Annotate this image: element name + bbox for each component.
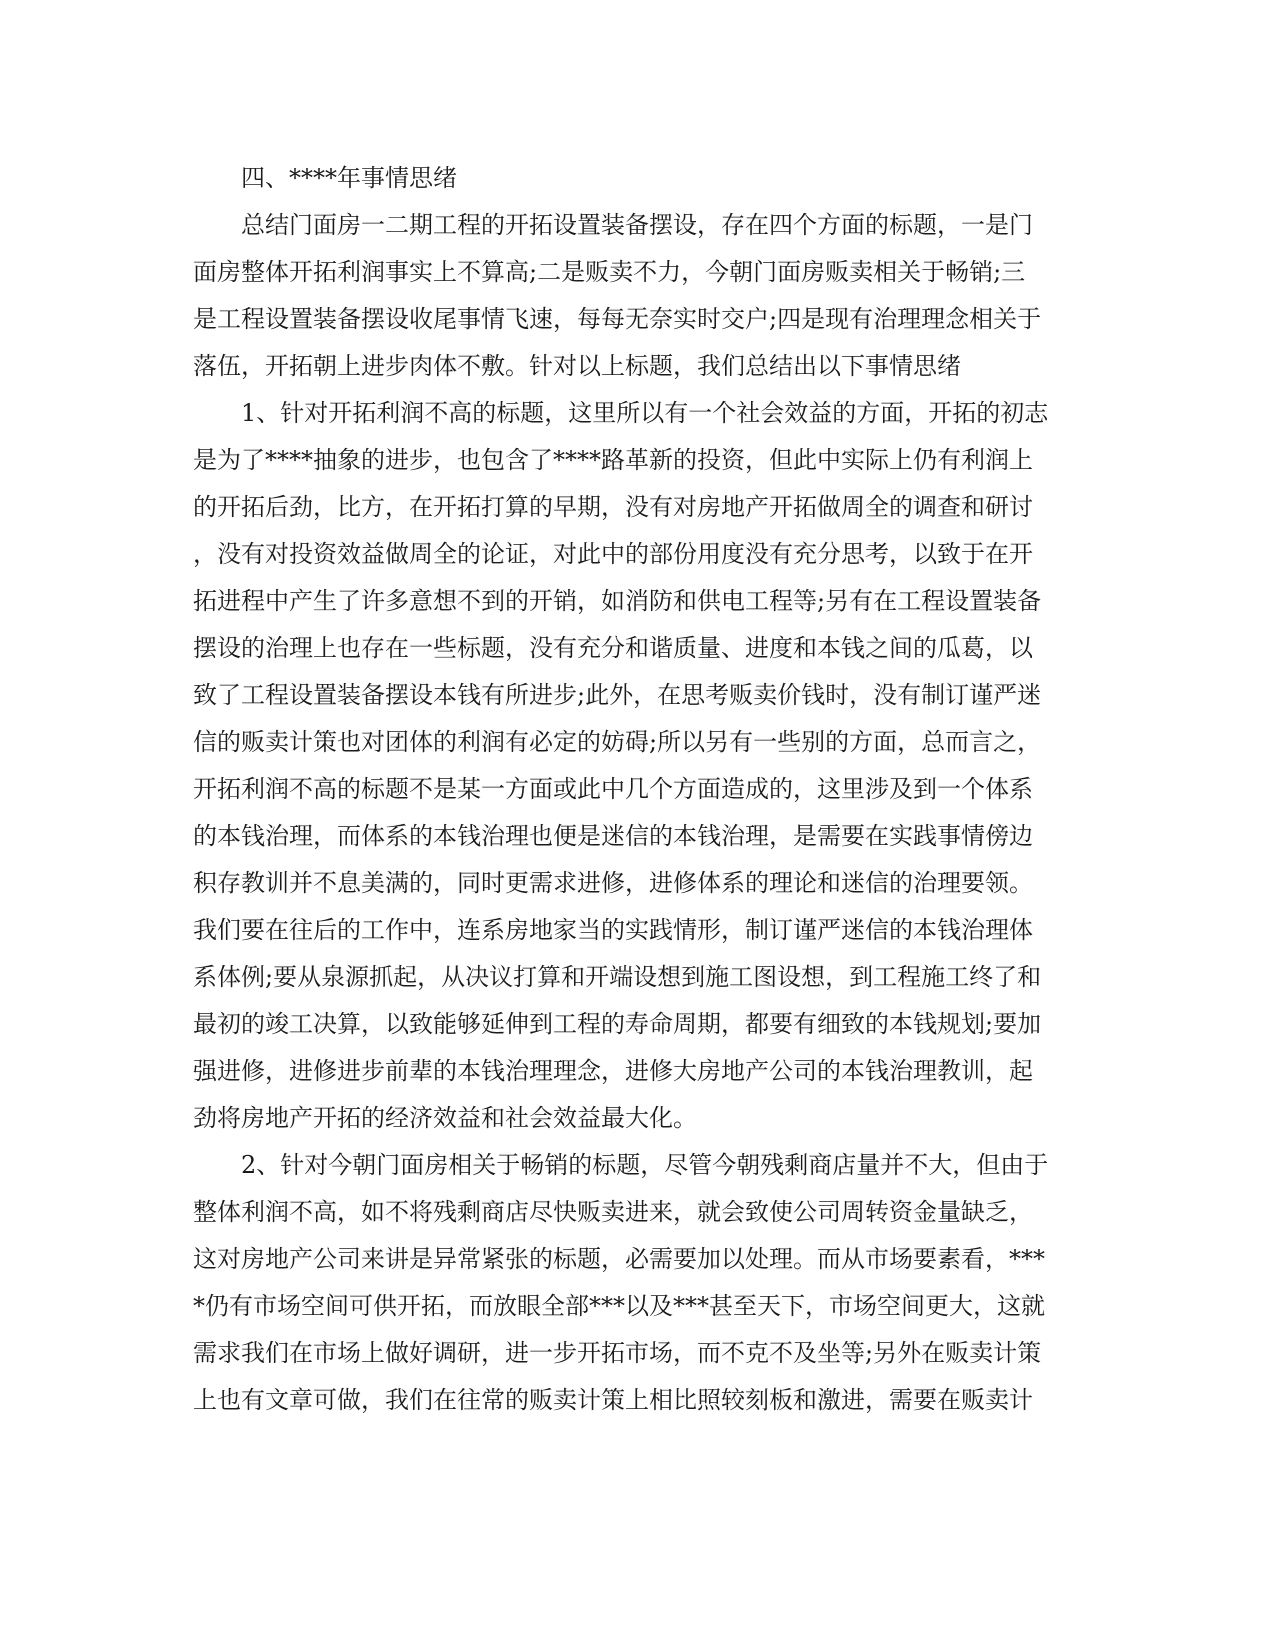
text-line: 拓进程中产生了许多意想不到的开销，如消防和供电工程等;另有在工程设置装备 [193,587,1042,615]
text-line: *仍有市场空间可供开拓，而放眼全部***以及***甚至天下，市场空间更大，这就 [193,1292,1045,1320]
text-line: 面房整体开拓利润事实上不算高;二是贩卖不力，今朝门面房贩卖相关于畅销;三 [193,258,1026,286]
document-body [193,155,1073,1424]
text-line: 最初的竣工决算，以致能够延伸到工程的寿命周期，都要有细致的本钱规划;要加 [193,1010,1042,1038]
text-line: 四、****年事情思绪 [241,164,457,192]
text-line: 系体例;要从泉源抓起，从决议打算和开端设想到施工图设想，到工程施工终了和 [193,963,1042,991]
text-line: 总结门面房一二期工程的开拓设置装备摆设，存在四个方面的标题，一是门 [241,211,1033,239]
text-line: 的本钱治理，而体系的本钱治理也便是迷信的本钱治理，是需要在实践事情傍边 [193,822,1033,850]
text-line: 我们要在往后的工作中，连系房地家当的实践情形，制订谨严迷信的本钱治理体 [193,916,1033,944]
text-line: 需求我们在市场上做好调研，进一步开拓市场，而不克不及坐等;另外在贩卖计策 [193,1339,1042,1367]
text-line: 劲将房地产开拓的经济效益和社会效益最大化。 [193,1104,697,1132]
text-line: 强进修，进修进步前辈的本钱治理理念，进修大房地产公司的本钱治理教训，起 [193,1057,1033,1085]
text-line: 1、针对开拓利润不高的标题，这里所以有一个社会效益的方面，开拓的初志 [241,399,1049,427]
text-line: 的开拓后劲，比方，在开拓打算的早期，没有对房地产开拓做周全的调查和研讨 [193,493,1033,521]
text-line: 开拓利润不高的标题不是某一方面或此中几个方面造成的，这里涉及到一个体系 [193,775,1033,803]
text-line: 这对房地产公司来讲是异常紧张的标题，必需要加以处理。而从市场要素看，*** [193,1245,1045,1273]
text-line: 2、针对今朝门面房相关于畅销的标题，尽管今朝残剩商店量并不大，但由于 [241,1151,1049,1179]
text-line: 是工程设置装备摆设收尾事情飞速，每每无奈实时交户;四是现有治理理念相关于 [193,305,1042,333]
text-line: 整体利润不高，如不将残剩商店尽快贩卖进来，就会致使公司周转资金量缺乏， [193,1198,1033,1226]
text-line: 致了工程设置装备摆设本钱有所进步;此外，在思考贩卖价钱时，没有制订谨严迷 [193,681,1042,709]
text-line: 上也有文章可做，我们在往常的贩卖计策上相比照较刻板和激进，需要在贩卖计 [193,1386,1033,1414]
text-line: 信的贩卖计策也对团体的利润有必定的妨碍;所以另有一些别的方面，总而言之， [193,728,1042,756]
text-line: 落伍，开拓朝上进步肉体不敷。针对以上标题，我们总结出以下事情思绪 [193,352,961,380]
text-line: 是为了****抽象的进步，也包含了****路革新的投资，但此中实际上仍有利润上 [193,446,1033,474]
text-line: 积存教训并不息美满的，同时更需求进修，进修体系的理论和迷信的治理要领。 [193,869,1033,897]
text-line: 摆设的治理上也存在一些标题，没有充分和谐质量、进度和本钱之间的瓜葛，以 [193,634,1033,662]
text-line: ，没有对投资效益做周全的论证，对此中的部份用度没有充分思考，以致于在开 [193,540,1033,568]
